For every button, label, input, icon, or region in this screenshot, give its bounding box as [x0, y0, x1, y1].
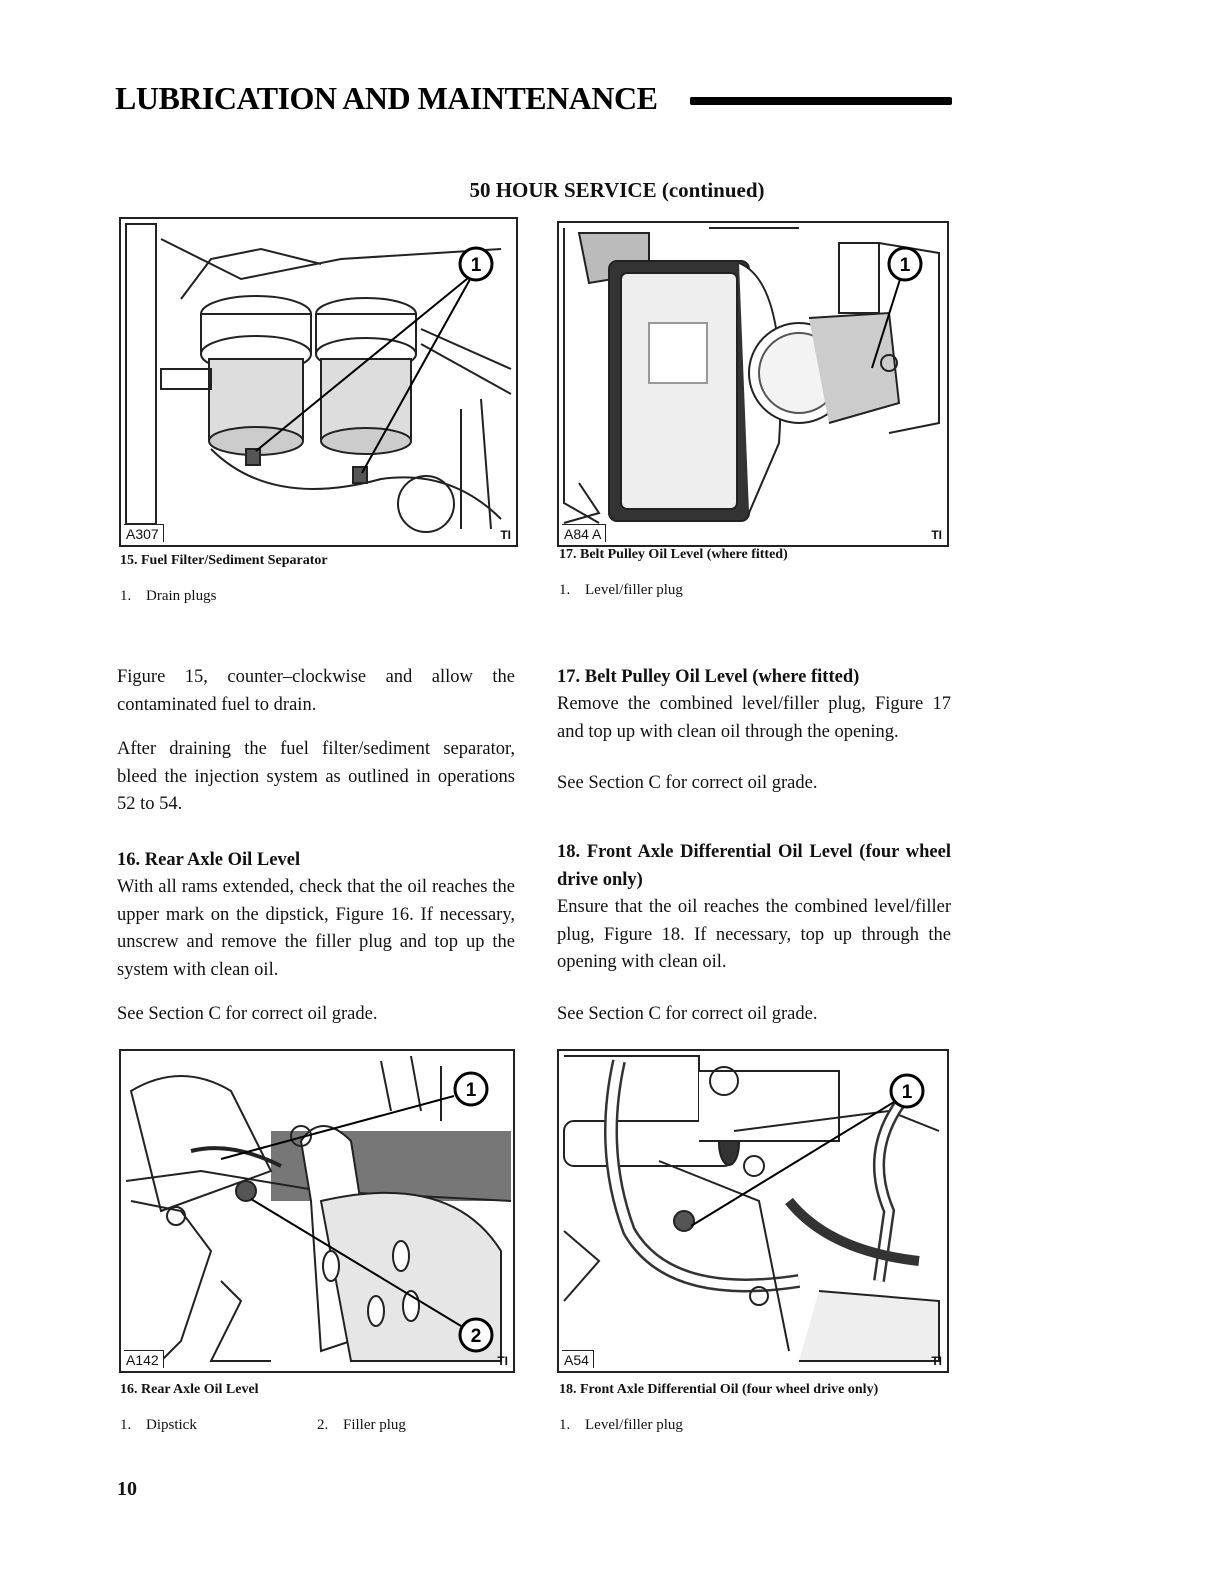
figure-17-code: A84 A — [562, 524, 606, 542]
fuel-filter-drawing — [121, 219, 516, 545]
figure-16-mark: TI — [497, 1354, 508, 1368]
section-18-body: Ensure that the oil reaches the combined level/filler plug, Figure 18. If necessary, top up through the opening with clean oil. — [557, 897, 951, 972]
legend-text: Filler plug — [343, 1417, 406, 1433]
section-18-note: See Section C for correct oil grade. — [557, 1004, 818, 1024]
figure-17-mark: TI — [931, 528, 942, 542]
figure-17-callout: 1 — [899, 255, 911, 276]
section-17-note: See Section C for correct oil grade. — [557, 773, 818, 793]
section-subheading: 50 HOUR SERVICE (continued) — [469, 178, 765, 202]
rear-axle-drawing — [121, 1051, 513, 1371]
figure-18-callout: 1 — [901, 1082, 913, 1103]
figure-16-code: A142 — [124, 1350, 164, 1368]
figure-15-code: A307 — [124, 524, 164, 542]
section-17-body: Remove the combined level/filler plug, Figure 17 and top up with clean oil through the opening. — [557, 694, 951, 742]
figure-15-callout: 1 — [470, 255, 482, 276]
legend-text: Drain plugs — [146, 588, 217, 604]
section-16-note: See Section C for correct oil grade. — [117, 1004, 378, 1024]
figure-15-legend-item — [120, 588, 216, 605]
section-17-title: 17. Belt Pulley Oil Level (where fitted) — [557, 667, 860, 687]
figure-16-callout-2: 2 — [470, 1326, 482, 1347]
section-16-title: 16. Rear Axle Oil Level — [117, 850, 301, 870]
belt-pulley-drawing — [559, 223, 947, 545]
figure-15-caption: 15. Fuel Filter/Sediment Separator — [120, 553, 328, 568]
figure-15-fuel-filter-illustration — [119, 217, 518, 547]
paragraph-bleed-injection: After draining the fuel filter/sediment separator, bleed the injection system as outlined in operations 52 to 54. — [117, 739, 515, 814]
figure-18-front-axle-illustration — [557, 1049, 949, 1373]
figure-18-code: A54 — [562, 1350, 594, 1368]
legend-number: 1. — [120, 588, 132, 604]
legend-number: 1. — [559, 1417, 571, 1433]
legend-text: Level/filler plug — [585, 582, 683, 598]
legend-number: 2. — [317, 1417, 329, 1433]
legend-number: 1. — [559, 582, 571, 598]
page-number: 10 — [117, 1478, 137, 1500]
figure-16-legend-item-1 — [120, 1417, 197, 1434]
figure-16-rear-axle-illustration — [119, 1049, 515, 1373]
figure-18-legend-item — [559, 1417, 683, 1434]
heading-rule — [690, 97, 952, 105]
page-heading: LUBRICATION AND MAINTENANCE — [115, 80, 658, 116]
figure-18-mark: TI — [931, 1354, 942, 1368]
figure-17-legend-item — [559, 582, 683, 599]
figure-16-legend-item-2 — [317, 1417, 406, 1434]
legend-number: 1. — [120, 1417, 132, 1433]
figure-16-callout-1: 1 — [465, 1080, 477, 1101]
section-18-title: 18. Front Axle Differential Oil Level (four wheel drive only) — [557, 842, 951, 890]
front-axle-drawing — [559, 1051, 947, 1371]
legend-text: Dipstick — [146, 1417, 197, 1433]
section-16-body: With all rams extended, check that the oil reaches the upper mark on the dipstick, Figure 16. If necessary, unscrew and remove the filler plug and top up the system with clean oil. — [117, 877, 515, 980]
figure-17-belt-pulley-illustration — [557, 221, 949, 547]
figure-17-caption: 17. Belt Pulley Oil Level (where fitted) — [559, 547, 788, 562]
paragraph-drain-fuel: Figure 15, counter–clockwise and allow the contaminated fuel to drain. — [117, 667, 515, 715]
figure-15-mark: TI — [500, 528, 511, 542]
figure-18-caption: 18. Front Axle Differential Oil (four wheel drive only) — [559, 1382, 879, 1397]
figure-16-caption: 16. Rear Axle Oil Level — [120, 1382, 259, 1397]
legend-text: Level/filler plug — [585, 1417, 683, 1433]
